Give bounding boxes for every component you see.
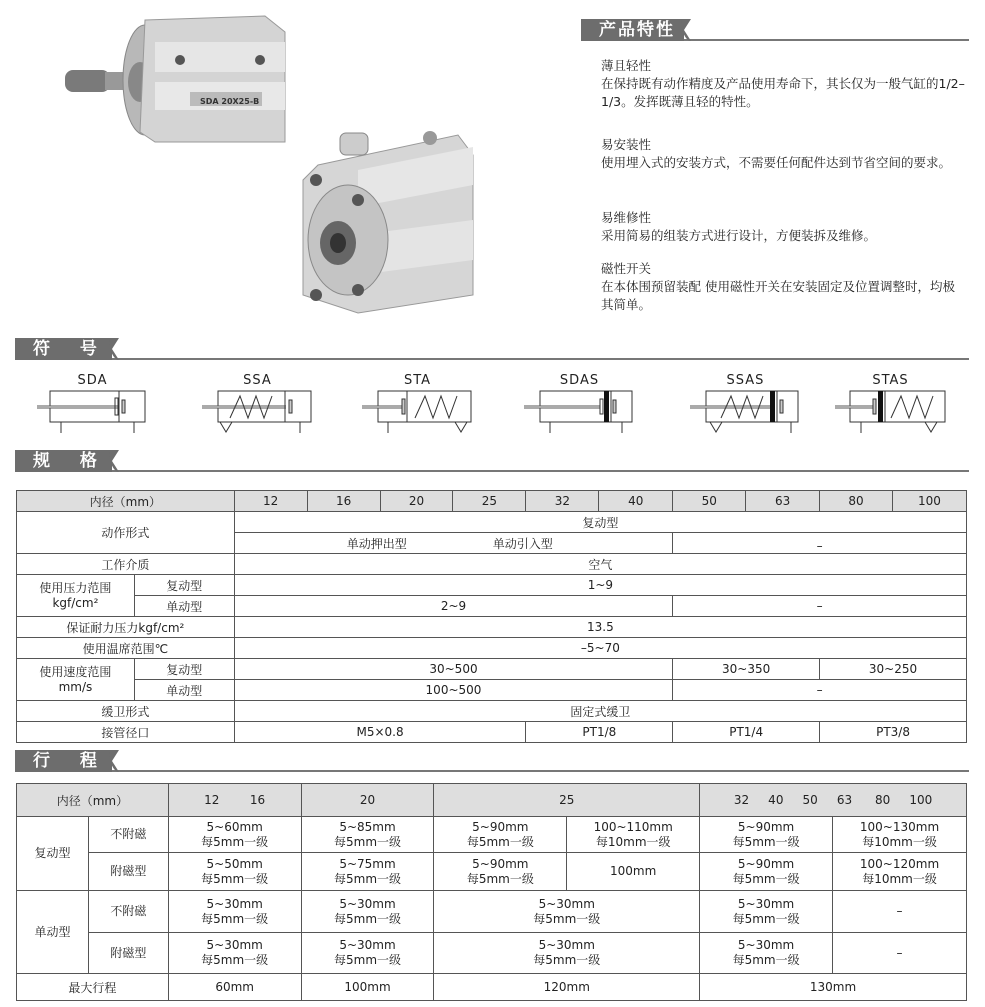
feature-item xyxy=(601,136,966,172)
symbols-title: 符 号 xyxy=(15,338,112,360)
symbol-ssa xyxy=(200,373,315,435)
stroke-cell: 5~75mm 每5mm一级 xyxy=(301,853,434,891)
stroke-cell: – xyxy=(833,933,967,974)
symbol-stas xyxy=(833,373,948,435)
stroke-bore-c3: 25 xyxy=(434,784,700,817)
symbol-label: SDA xyxy=(77,373,108,388)
stroke-bore-header: 内径（mm） xyxy=(17,784,169,817)
bore-cell: 32 xyxy=(526,491,599,512)
stroke-cell: 5~90mm 每5mm一级 xyxy=(434,853,567,891)
symbol-sda xyxy=(35,373,150,435)
action-double: 复动型 xyxy=(234,512,966,533)
speed-double-b: 30~350 xyxy=(673,659,820,680)
stroke-cell: 5~90mm 每5mm一级 xyxy=(434,817,567,853)
bore-cell: 16 xyxy=(307,491,380,512)
medium-label: 工作介质 xyxy=(17,554,235,575)
bore-cell: 100 xyxy=(892,491,966,512)
stroke-cell: 5~90mm 每5mm一级 xyxy=(700,853,833,891)
proof-value: 13.5 xyxy=(234,617,966,638)
stroke-cell: 5~30mm 每5mm一级 xyxy=(700,891,833,933)
stroke-bore-c1: 12 16 xyxy=(168,784,301,817)
symbol-label: STAS xyxy=(872,373,909,388)
cushion-value: 固定式缓卫 xyxy=(234,701,966,722)
features-header xyxy=(581,19,969,41)
bore-cell: 80 xyxy=(820,491,893,512)
stroke-cell: 100~120mm 每10mm一级 xyxy=(833,853,967,891)
speed-single-na: – xyxy=(673,680,967,701)
pressure-label-text: 使用压力范围 xyxy=(39,580,112,595)
stroke-cell: 100~110mm 每10mm一级 xyxy=(567,817,700,853)
port-v2: PT1/8 xyxy=(526,722,673,743)
symbols-header xyxy=(15,338,969,360)
feature-item xyxy=(601,209,966,245)
stroke-cell: 5~30mm 每5mm一级 xyxy=(434,891,700,933)
symbol-ssas xyxy=(688,373,803,435)
double-mag-label: 附磁型 xyxy=(88,853,168,891)
feature-text: 采用简易的组装方式进行设计，方便装拆及维修。 xyxy=(601,228,877,243)
product-image-sda xyxy=(60,12,290,147)
pressure-single-value: 2~9 xyxy=(234,596,673,617)
stroke-title: 行 程 xyxy=(15,750,112,772)
max-stroke-c4: 130mm xyxy=(700,974,967,1001)
max-stroke-c3: 120mm xyxy=(434,974,700,1001)
stroke-cell: 5~30mm 每5mm一级 xyxy=(434,933,700,974)
stroke-cell: 5~30mm 每5mm一级 xyxy=(168,891,301,933)
symbol-label: SSAS xyxy=(726,373,765,388)
medium-value: 空气 xyxy=(234,554,966,575)
pressure-unit: kgf/cm² xyxy=(52,595,99,610)
stroke-cell: 5~60mm 每5mm一级 xyxy=(168,817,301,853)
pressure-label xyxy=(17,575,135,617)
specs-header xyxy=(15,450,969,472)
features-title: 产品特性 xyxy=(581,19,684,41)
stroke-header xyxy=(15,750,969,772)
stroke-bore-c4: 32 40 50 63 80 100 xyxy=(700,784,967,817)
speed-unit: mm/s xyxy=(58,679,93,694)
symbol-sta xyxy=(360,373,475,435)
feature-title: 易维修性 xyxy=(601,210,652,225)
symbol-label: STA xyxy=(403,373,432,388)
max-stroke-c1: 60mm xyxy=(168,974,301,1001)
proof-label: 保证耐力压力kgf/cm² xyxy=(17,617,235,638)
feature-title: 磁性开关 xyxy=(601,261,652,276)
bore-cell: 40 xyxy=(599,491,673,512)
action-single-push: 单动押出型 xyxy=(346,536,407,551)
stroke-cell: 5~30mm 每5mm一级 xyxy=(700,933,833,974)
speed-single-label: 单动型 xyxy=(134,680,234,701)
temp-value: –5~70 xyxy=(234,638,966,659)
feature-item xyxy=(601,57,966,111)
stroke-cell: 5~50mm 每5mm一级 xyxy=(168,853,301,891)
symbol-label: SDAS xyxy=(559,373,600,388)
pressure-single-label: 单动型 xyxy=(134,596,234,617)
stroke-cell: 5~85mm 每5mm一级 xyxy=(301,817,434,853)
speed-double-label: 复动型 xyxy=(134,659,234,680)
single-mag-label: 附磁型 xyxy=(88,933,168,974)
stroke-bore-c2: 20 xyxy=(301,784,434,817)
speed-single-a: 100~500 xyxy=(234,680,673,701)
pressure-single-na: – xyxy=(673,596,967,617)
port-v1: M5×0.8 xyxy=(234,722,526,743)
cushion-label: 缓卫形式 xyxy=(17,701,235,722)
stroke-cell: – xyxy=(833,891,967,933)
speed-label-text: 使用速度范围 xyxy=(39,664,112,679)
stroke-cell: 100~130mm 每10mm一级 xyxy=(833,817,967,853)
port-v3: PT1/4 xyxy=(673,722,820,743)
action-single xyxy=(234,533,673,554)
bore-cell: 12 xyxy=(234,491,307,512)
bore-cell: 63 xyxy=(746,491,820,512)
product-label: SDA 20X25-B xyxy=(200,97,260,106)
speed-double-a: 30~500 xyxy=(234,659,673,680)
pressure-double-value: 1~9 xyxy=(234,575,966,596)
stroke-cell: 5~30mm 每5mm一级 xyxy=(301,933,434,974)
feature-item xyxy=(601,260,966,314)
feature-text: 在本体围预留装配 使用磁性开关在安装固定及位置调整时，均极其简单。 xyxy=(601,279,955,312)
stroke-cell: 100mm xyxy=(567,853,700,891)
single-nonmag-label: 不附磁 xyxy=(88,891,168,933)
double-label: 复动型 xyxy=(17,817,89,891)
speed-label xyxy=(17,659,135,701)
stroke-cell: 5~90mm 每5mm一级 xyxy=(700,817,833,853)
stroke-table xyxy=(16,783,967,1001)
double-nonmag-label: 不附磁 xyxy=(88,817,168,853)
feature-title: 易安装性 xyxy=(601,137,652,152)
feature-text: 使用埋入式的安装方式，不需要任何配件达到节省空间的要求。 xyxy=(601,155,952,170)
single-label: 单动型 xyxy=(17,891,89,974)
bore-header: 内径（mm） xyxy=(17,491,235,512)
pressure-double-label: 复动型 xyxy=(134,575,234,596)
port-v4: PT3/8 xyxy=(820,722,967,743)
bore-cell: 20 xyxy=(380,491,453,512)
speed-double-c: 30~250 xyxy=(820,659,967,680)
feature-text: 在保持既有动作精度及产品使用寿命下，其长仅为一般气缸的1/2–1/3。发挥既薄且轻的特性。 xyxy=(601,76,965,109)
action-na: – xyxy=(673,533,967,554)
stroke-cell: 5~30mm 每5mm一级 xyxy=(301,891,434,933)
temp-label: 使用温席范围℃ xyxy=(17,638,235,659)
specs-title: 规 格 xyxy=(15,450,112,472)
specs-table xyxy=(16,490,967,743)
product-image-sdas xyxy=(298,125,478,315)
bore-cell: 25 xyxy=(453,491,526,512)
action-single-pull: 单动引入型 xyxy=(492,536,553,551)
stroke-cell: 5~30mm 每5mm一级 xyxy=(168,933,301,974)
symbol-sdas xyxy=(522,373,637,435)
action-label: 动作形式 xyxy=(17,512,235,554)
symbol-label: SSA xyxy=(243,373,272,388)
feature-title: 薄且轻性 xyxy=(601,58,652,73)
max-stroke-c2: 100mm xyxy=(301,974,434,1001)
bore-cell: 50 xyxy=(673,491,746,512)
port-label: 接管径口 xyxy=(17,722,235,743)
max-stroke-label: 最大行程 xyxy=(17,974,169,1001)
